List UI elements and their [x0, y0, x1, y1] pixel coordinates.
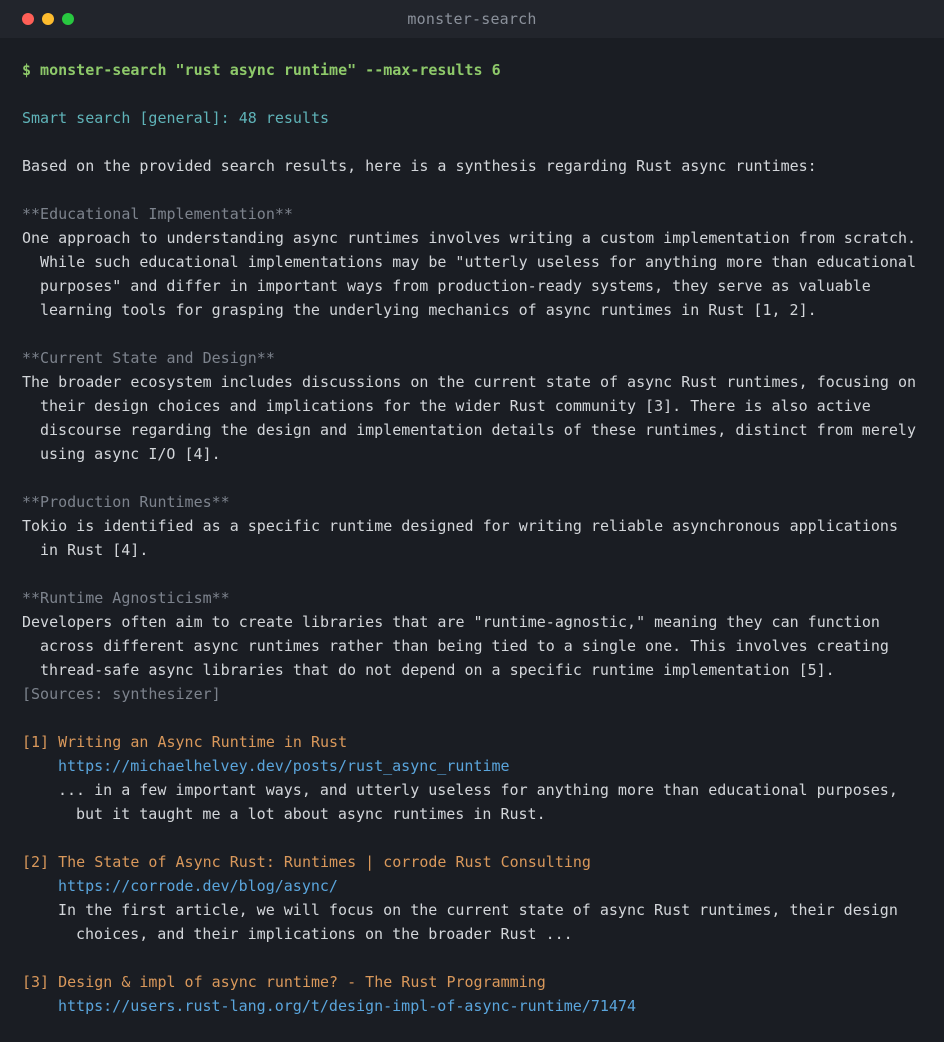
section-text: Tokio is identified as a specific runtime designed for writing reliable asynchronous applications — [22, 517, 898, 535]
window-title: monster-search — [407, 10, 537, 28]
command-line: $ monster-search "rust async runtime" --max-results 6 — [22, 61, 501, 79]
result-header — [22, 850, 922, 874]
close-button[interactable] — [22, 13, 34, 25]
minimize-button[interactable] — [42, 13, 54, 25]
result-number: [3] — [22, 973, 50, 991]
result-url[interactable]: https://michaelhelvey.dev/posts/rust_async_runtime — [58, 757, 510, 775]
section-text: learning tools for grasping the underlying mechanics of async runtimes in Rust [1, 2]. — [40, 301, 817, 319]
terminal-output[interactable] — [0, 38, 944, 1018]
result-header — [22, 730, 922, 754]
result-snippet: In the first article, we will focus on the current state of async Rust runtimes, their design — [58, 901, 898, 919]
section-text: in Rust [4]. — [40, 541, 149, 559]
result-title: The State of Async Rust: Runtimes | corrode Rust Consulting — [58, 853, 591, 871]
section-text: The broader ecosystem includes discussions on the current state of async Rust runtimes, focusing on — [22, 373, 917, 391]
result-url[interactable]: https://users.rust-lang.org/t/design-impl-of-async-runtime/71474 — [58, 997, 636, 1015]
window-controls — [22, 13, 74, 25]
section-text: using async I/O [4]. — [40, 445, 221, 463]
section-text: their design choices and implications for the wider Rust community [3]. There is also active — [40, 397, 871, 415]
section-text: Developers often aim to create libraries that are "runtime-agnostic," meaning they can function — [22, 613, 880, 631]
section-text: across different async runtimes rather than being tied to a single one. This involves creating — [40, 637, 889, 655]
result-header — [22, 970, 922, 994]
result-url[interactable]: https://corrode.dev/blog/async/ — [58, 877, 338, 895]
result-title: Design & impl of async runtime? - The Rust Programming — [58, 973, 546, 991]
section-text: While such educational implementations may be "utterly useless for anything more than educational — [40, 253, 916, 271]
section-heading: **Current State and Design** — [22, 349, 275, 367]
section-text: purposes" and differ in important ways from production-ready systems, they serve as valuable — [40, 277, 871, 295]
result-snippet: but it taught me a lot about async runtimes in Rust. — [76, 805, 546, 823]
synthesis-intro: Based on the provided search results, here is a synthesis regarding Rust async runtimes: — [22, 157, 817, 175]
result-title: Writing an Async Runtime in Rust — [58, 733, 348, 751]
result-number: [2] — [22, 853, 50, 871]
section-heading: **Runtime Agnosticism** — [22, 589, 230, 607]
result-snippet: choices, and their implications on the broader Rust ... — [76, 925, 573, 943]
section-heading: **Educational Implementation** — [22, 205, 293, 223]
result-number: [1] — [22, 733, 50, 751]
maximize-button[interactable] — [62, 13, 74, 25]
section-text: thread-safe async libraries that do not depend on a specific runtime implementation [5]. — [40, 661, 835, 679]
sources-note: [Sources: synthesizer] — [22, 685, 221, 703]
title-bar — [0, 0, 944, 38]
result-snippet: ... in a few important ways, and utterly useless for anything more than educational purposes, — [58, 781, 898, 799]
search-status: Smart search [general]: 48 results — [22, 109, 330, 127]
section-text: One approach to understanding async runtimes involves writing a custom implementation from scratch. — [22, 229, 917, 247]
section-heading: **Production Runtimes** — [22, 493, 230, 511]
section-text: discourse regarding the design and implementation details of these runtimes, distinct from merely — [40, 421, 916, 439]
